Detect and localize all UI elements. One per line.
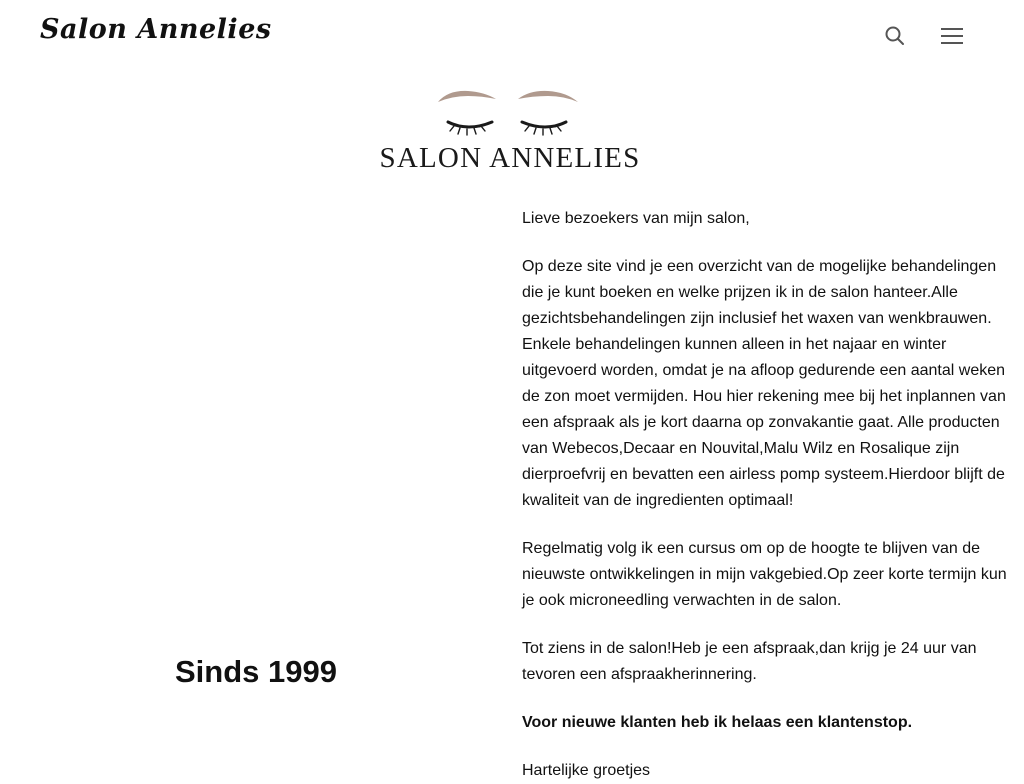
greeting: Lieve bezoekers van mijn salon, (522, 210, 750, 227)
since-heading: Sinds 1999 (175, 654, 337, 689)
paragraph-appointment: Tot ziens in de salon!Heb je een afspraak,dan krijg je 24 uur van tevoren een afspraakherinnering. (522, 640, 977, 683)
closing: Hartelijke groetjes (522, 762, 651, 779)
paragraph-services: Op deze site vind je een overzicht van de mogelijke behandelingen die je kunt boeken en welke prijzen ik in de salon hanteer.Alle gezichtsbehandelingen zijn inclusief het waxen van wenkbrauwen. Enkele behandelingen kunnen alleen in het najaar en winter uitgevoerd worden, omdat je na afloop gedurende een aantal weken de zon moet vermijden. Hou hier rekening mee bij het inplannen van een afspraak als je kort daarna op zonvakantie gaat. Alle producten van Webecos,Decaar en Nouvital,Malu Wilz en Rosalique zijn dierproefvrij en bevatten een airless pomp systeem.Hierdoor blijft de kwaliteit van de ingredienten optimaal! (522, 258, 1006, 509)
site-header (0, 0, 1024, 72)
client-stop-notice: Voor nieuwe klanten heb ik helaas een klantenstop. (522, 714, 913, 731)
site-title[interactable]: Salon Annelies (40, 14, 272, 45)
search-icon (882, 23, 908, 49)
hamburger-menu-icon (938, 23, 966, 49)
paragraph-courses: Regelmatig volg ik een cursus om op de hoogte te blijven van de nieuwste ontwikkelingen in mijn vakgebied.Op zeer korte termijn kun je ook microneedling verwachten in de salon. (522, 540, 1007, 609)
search-button[interactable] (882, 23, 908, 49)
salon-logo (360, 84, 660, 180)
logo-text: SALON ANNELIES (379, 142, 641, 174)
intro-text (522, 206, 1014, 784)
closed-eyes-logo-icon (360, 84, 660, 140)
menu-button[interactable] (938, 23, 966, 49)
